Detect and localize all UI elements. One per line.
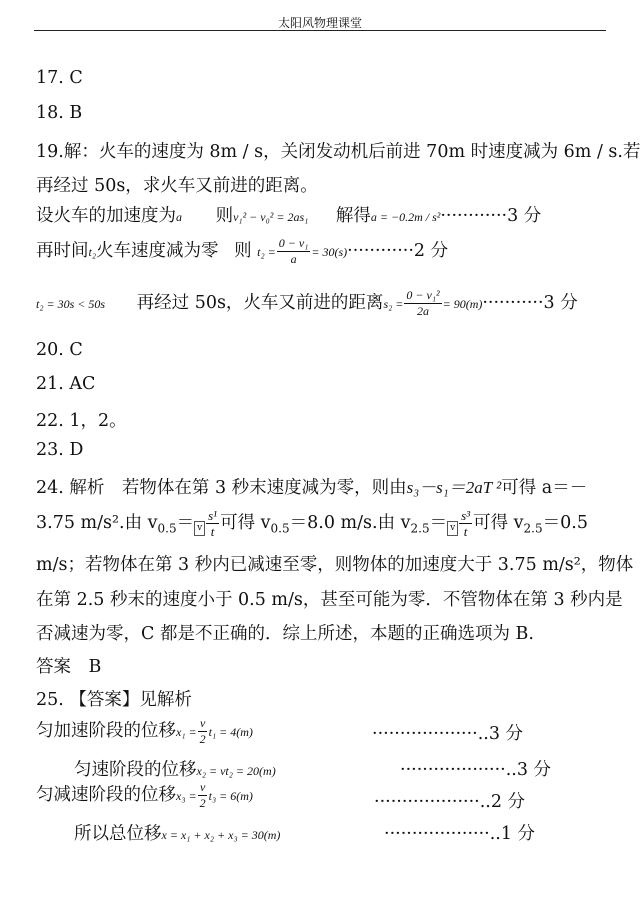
q24-line1: [36, 473, 587, 499]
answer-18: 18. B: [36, 103, 83, 123]
q25-r1-num: v: [199, 716, 206, 730]
q19-l4-num: 0 − v₁: [278, 236, 309, 250]
q24-p1: 24. 解析 若物体在第 3 秒末速度减为零，则由: [36, 478, 407, 498]
q19-l5-fraction: [404, 288, 441, 319]
q19-line2: 再经过 50s，求火车又前进的距离。: [36, 176, 318, 196]
q24-p2-sub1: 0.5: [157, 521, 177, 536]
q24-p2e: ＝0.5: [542, 513, 588, 533]
q25-row3: [36, 780, 253, 811]
q24-p2-sub3: 2.5: [410, 521, 430, 536]
q25-r2-text: 匀速阶段的位移: [74, 760, 197, 780]
q25-r3-rhs: t₃ = 6(m): [208, 789, 253, 803]
q25-row1: [36, 716, 253, 747]
q24-p2-sub4: 2.5: [523, 521, 543, 536]
q25-title: 25. 【答案】见解析: [36, 690, 192, 710]
q19-l5-num: 0 − v₁²: [406, 288, 440, 302]
page-header: 太阳风物理课堂: [277, 16, 362, 30]
q24-p2-eq1: ＝: [176, 513, 195, 533]
q24-p2b: 可得 v: [220, 513, 271, 533]
answer-21: 21. AC: [36, 374, 96, 394]
answer-23: 23. D: [36, 440, 84, 460]
q25-r4-score: ···················..1 分: [384, 824, 536, 844]
q24-line2: [36, 508, 588, 539]
q19-l3-solve: 解得: [335, 206, 371, 226]
q25-r4-text: 所以总位移: [74, 824, 162, 844]
q24-p2-fraction2: [459, 508, 472, 539]
answer-20: 20. C: [36, 340, 83, 360]
q25-r3-fraction: [198, 780, 208, 811]
q24-p2-fd2: t: [463, 524, 468, 539]
q24-p2-eq2: ＝: [429, 513, 448, 533]
q19-l4-text: 再时间: [36, 241, 89, 261]
q25-r3-text: 匀减速阶段的位移: [36, 785, 176, 805]
q19-line3: [36, 202, 541, 227]
q19-l5-rhs: = 90(m): [442, 297, 483, 311]
q25-r1-lhs: x₁ =: [176, 725, 197, 739]
header-rule: [34, 30, 606, 31]
q19-l3-then: 则: [215, 206, 234, 226]
q19-line1: 19.解：火车的速度为 8m / s，关闭发动机后前进 70m 时速度减为 6m / s.若: [36, 142, 640, 162]
q19-l5-score: ···········3 分: [482, 293, 578, 313]
q24-p1-eq: s₃－s₁＝2aT ²: [406, 478, 502, 497]
q19-line4: [36, 236, 448, 267]
q24-p2-sub2: 0.5: [270, 521, 290, 536]
q25-r2-eq: x₂ = vt₂ = 20(m): [196, 764, 276, 778]
q19-l5-lhs: s₂ =: [383, 297, 404, 311]
q19-l4-var: t₂: [88, 245, 97, 259]
q25-r3-lhs: x₃ =: [176, 789, 197, 803]
q19-l5-text: 再经过 50s，火车又前进的距离: [136, 293, 384, 313]
q19-l3-score: ············3 分: [440, 206, 542, 226]
q25-row4: [74, 820, 280, 845]
q24-p2-fn: s¹: [208, 508, 218, 523]
q19-l4-score: ············2 分: [347, 241, 449, 261]
q19-l3-text: 设火车的加速度为: [36, 206, 176, 226]
q19-l3-var: a: [176, 210, 182, 224]
q24-p2a: 3.75 m/s².由 v: [36, 513, 158, 533]
q25-r1-text: 匀加速阶段的位移: [36, 721, 176, 741]
missing-glyph-box: v: [194, 521, 205, 536]
q19-line5: [36, 288, 578, 319]
q25-r1-rhs: t₁ = 4(m): [208, 725, 253, 739]
q19-l4-text2: 火车速度减为零: [96, 241, 219, 261]
q19-l3-eq: v₁² − v₀² = 2as₁: [233, 210, 309, 224]
q19-l4-rhs: = 30(s): [311, 245, 348, 259]
q19-l3-result: a = −0.2m / s²: [370, 210, 441, 224]
q25-r1-score: ···················..3 分: [372, 724, 524, 744]
q19-l4-den: a: [290, 252, 297, 266]
q24-p2-fn2: s³: [461, 508, 471, 523]
q24-p2d: 可得 v: [473, 513, 524, 533]
q19-l5-cond: t₂ = 30s < 50s: [36, 297, 106, 311]
missing-glyph-box: v: [447, 521, 458, 536]
q24-p1-end: 可得 a＝－: [501, 478, 588, 498]
q25-r1-den: 2: [199, 732, 206, 746]
q19-l4-lhs: t₂ =: [257, 245, 276, 259]
q24-p2c: ＝8.0 m/s.由 v: [289, 513, 411, 533]
q19-l5-den: 2a: [416, 304, 429, 318]
q25-r3-num: v: [199, 780, 206, 794]
q25-row2: [74, 756, 276, 781]
q24-answer: 答案 B: [36, 657, 102, 677]
q19-l4-fraction: [277, 236, 311, 267]
q25-r4-eq: x = x₁ + x₂ + x₃ = 30(m): [161, 828, 281, 842]
q24-line3: m/s；若物体在第 3 秒内已减速至零，则物体的加速度大于 3.75 m/s²，物体: [36, 555, 634, 575]
q24-line5: 否减速为零，C 都是不正确的．综上所述，本题的正确选项为 B.: [36, 624, 534, 644]
q24-p2-fraction1: [206, 508, 219, 539]
q25-r3-score: ···················..2 分: [374, 792, 526, 812]
q24-p2-fd: t: [210, 524, 215, 539]
q25-r3-den: 2: [199, 796, 206, 810]
q25-r1-fraction: [198, 716, 208, 747]
q19-l4-then: 则: [234, 241, 252, 261]
answer-22: 22. 1，2。: [36, 411, 127, 431]
q25-r2-score: ···················..3 分: [400, 760, 552, 780]
q24-line4: 在第 2.5 秒末的速度小于 0.5 m/s，甚至可能为零．不管物体在第 3 秒内是: [36, 590, 623, 610]
answer-17: 17. C: [36, 68, 83, 88]
